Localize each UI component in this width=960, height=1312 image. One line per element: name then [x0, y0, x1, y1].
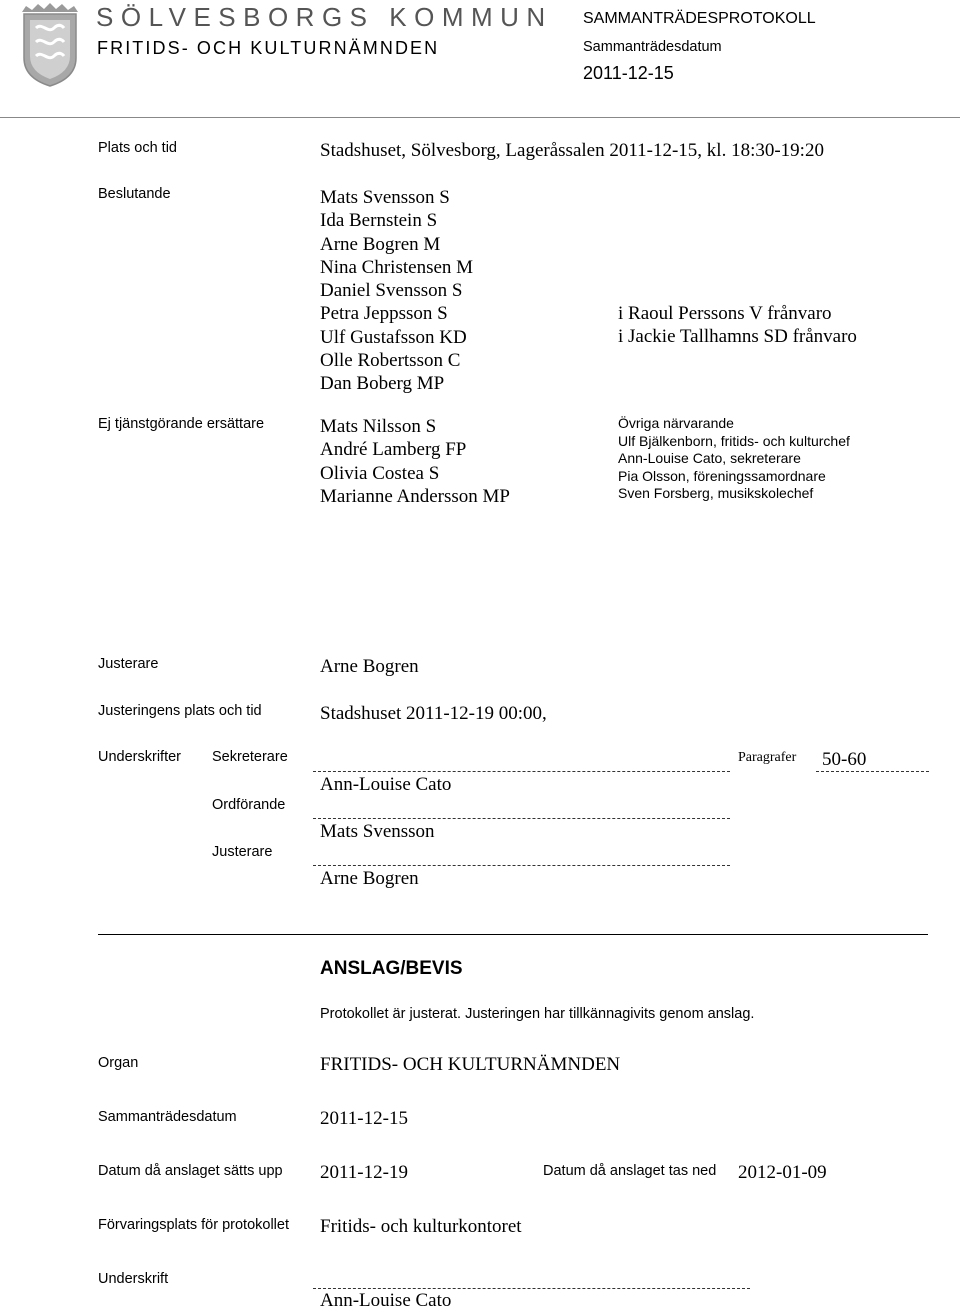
- paragraphs-label: Paragrafer: [738, 750, 797, 765]
- list-item: Ann-Louise Cato, sekreterare: [618, 450, 801, 466]
- secretary-signature-line: [313, 771, 730, 772]
- place-label: Plats och tid: [98, 140, 177, 156]
- place-value: Stadshuset, Sölvesborg, Lageråssalen 2011-12-15, kl. 18:30-19:20: [320, 140, 824, 161]
- signatures-label: Underskrifter: [98, 749, 181, 765]
- list-item: Mats Nilsson S: [320, 416, 437, 437]
- adjuster-signature-line: [313, 865, 730, 866]
- notice-date-label: Sammanträdesdatum: [98, 1109, 237, 1125]
- document-type: SAMMANTRÄDESPROTOKOLL: [583, 10, 816, 27]
- list-item: Sven Forsberg, musikskolechef: [618, 485, 814, 501]
- others-present: [618, 415, 850, 503]
- adjuster-label: Justerare: [98, 656, 159, 672]
- notice-statement: Protokollet är justerat. Justeringen har tillkännagivits genom anslag.: [320, 1006, 755, 1022]
- organ-label: Organ: [98, 1055, 139, 1071]
- chair-signature-line: [313, 818, 730, 819]
- meeting-date: 2011-12-15: [583, 63, 674, 83]
- removed-date-label: Datum då anslaget tas ned: [543, 1163, 717, 1179]
- municipality-name: SÖLVESBORGS KOMMUN: [96, 2, 553, 32]
- notice-signature-name: Ann-Louise Cato: [320, 1290, 452, 1311]
- list-item: Ulf Gustafsson KD: [320, 326, 467, 348]
- signature-label: Underskrift: [98, 1271, 169, 1287]
- list-item: Olivia Costea S: [320, 462, 440, 484]
- list-item: Dan Boberg MP: [320, 373, 445, 395]
- list-item: Marianne Andersson MP: [320, 485, 510, 507]
- chair-name: Mats Svensson: [320, 821, 435, 842]
- substitute-notes: [618, 302, 857, 349]
- list-item: Nina Christensen M: [320, 256, 474, 278]
- decision-label: Beslutande: [98, 186, 171, 202]
- notice-title: ANSLAG/BEVIS: [320, 958, 463, 979]
- list-item: Mats Svensson S: [320, 187, 450, 208]
- list-item: Arne Bogren M: [320, 233, 441, 255]
- committee-name: FRITIDS- OCH KULTURNÄMNDEN: [97, 38, 440, 58]
- list-item: Olle Robertsson C: [320, 350, 461, 372]
- posted-date-value: 2011-12-19: [320, 1162, 408, 1183]
- list-item: i Jackie Tallhamns SD frånvaro: [618, 326, 857, 348]
- storage-label: Förvaringsplats för protokollet: [98, 1217, 289, 1233]
- list-item: Ulf Bjälkenborn, fritids- och kulturchef: [618, 432, 850, 449]
- non-serving-list: [320, 415, 510, 508]
- secretary-name: Ann-Louise Cato: [320, 774, 452, 795]
- list-item: i Raoul Perssons V frånvaro: [618, 303, 832, 324]
- posted-date-label: Datum då anslaget sätts upp: [98, 1163, 283, 1179]
- paragraphs-value: 50-60: [822, 749, 867, 770]
- secretary-label: Sekreterare: [212, 749, 288, 765]
- signature-adjuster-label: Justerare: [212, 844, 273, 860]
- signature-adjuster-name: Arne Bogren: [320, 868, 419, 889]
- list-item: Ida Bernstein S: [320, 210, 438, 232]
- notice-signature-line: [313, 1288, 750, 1289]
- organ-value: FRITIDS- OCH KULTURNÄMNDEN: [320, 1054, 621, 1075]
- storage-value: Fritids- och kulturkontoret: [320, 1216, 522, 1237]
- decision-makers-list: [320, 186, 473, 396]
- others-label: Övriga närvarande: [618, 415, 734, 431]
- meeting-date-label: Sammanträdesdatum: [583, 39, 722, 55]
- list-item: Pia Olsson, föreningssamordnare: [618, 467, 826, 484]
- adjuster-value: Arne Bogren: [320, 656, 419, 677]
- list-item: Petra Jeppsson S: [320, 303, 448, 325]
- notice-divider: [98, 934, 928, 935]
- removed-date-value: 2012-01-09: [738, 1162, 827, 1183]
- municipality-crest: [16, 2, 84, 88]
- list-item: Daniel Svensson S: [320, 280, 463, 302]
- header-divider: [0, 117, 960, 118]
- notice-date-value: 2011-12-15: [320, 1108, 408, 1129]
- adjust-place-value: Stadshuset 2011-12-19 00:00,: [320, 703, 547, 724]
- non-serving-label: Ej tjänstgörande ersättare: [98, 416, 265, 432]
- list-item: André Lamberg FP: [320, 439, 467, 461]
- paragraphs-line: [816, 771, 929, 772]
- chair-label: Ordförande: [212, 797, 286, 813]
- adjust-place-label: Justeringens plats och tid: [98, 703, 262, 719]
